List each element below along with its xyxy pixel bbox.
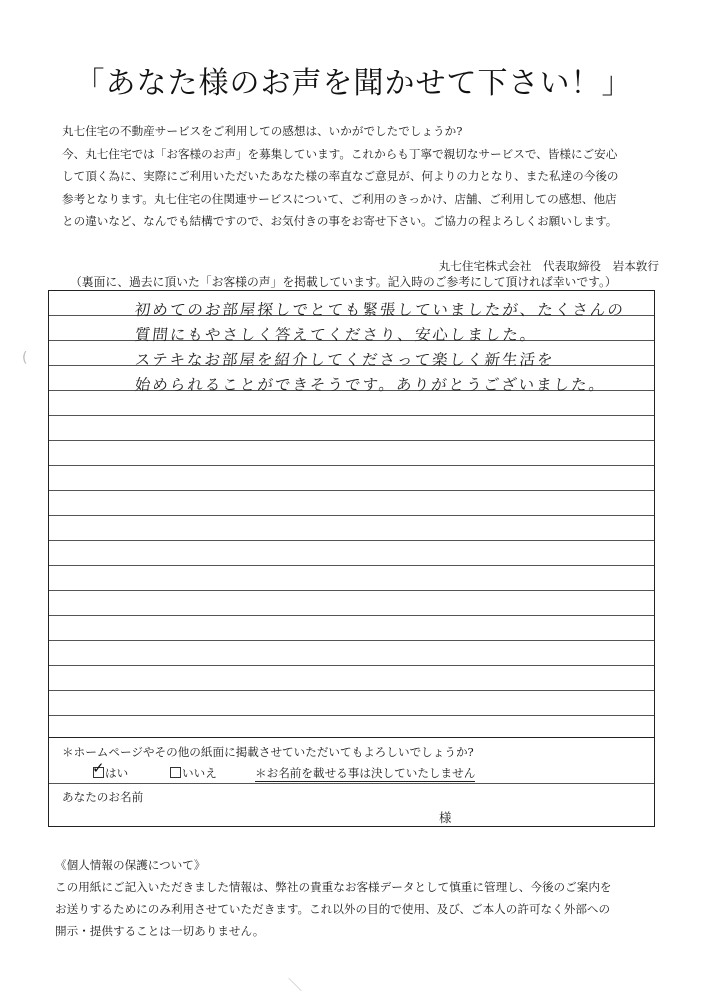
- company-signature: 丸七住宅株式会社 代表取締役 岩本敦行: [438, 259, 659, 273]
- intro-line: 丸七住宅の不動産サービスをご利用しての感想は、いかがでしたでしょうか?: [62, 124, 463, 138]
- privacy-heading: 《個人情報の保護について》: [55, 858, 206, 872]
- reference-notice: （裏面に、過去に頂いた「お客様の声」を掲載しています。記入時のご参考にして頂ければ幸いです。）: [70, 275, 617, 289]
- name-privacy-note: [255, 765, 475, 781]
- privacy-line: 開示・提供することは一切ありません。: [55, 924, 265, 938]
- writing-line: [49, 515, 654, 516]
- page-title: 「あなた様のお声を聞かせて下さい！」: [74, 66, 633, 101]
- handwritten-comment-line: 質問にもやさしく答えてくださり、安心しました。: [133, 326, 539, 344]
- no-option[interactable]: [170, 765, 217, 781]
- writing-line: [49, 590, 654, 591]
- check-icon: ✓: [92, 759, 105, 777]
- honorific-suffix: 様: [439, 810, 452, 825]
- privacy-section: [55, 854, 612, 942]
- intro-line: 参考となります。丸七住宅の住関連サービスについて、ご利用のきっかけ、店舗、ご利用しての感想、他店: [62, 191, 617, 206]
- intro-line: との違いなど、なんでも結構ですので、お気付きの事をお寄せ下さい。ご協力の程よろしくお願いします。: [62, 214, 618, 228]
- writing-line: [49, 615, 654, 616]
- privacy-line: この用紙にご記入いただきました情報は、弊社の貴重なお客様データとして慎重に管理し、今後のご案内を: [55, 880, 612, 894]
- privacy-line: お送りするためにのみ利用させていただきます。これ以外の目的で使用、及び、ご本人の許可なく外部への: [55, 902, 611, 916]
- writing-line: [49, 415, 654, 416]
- yes-checkbox[interactable]: [92, 759, 105, 778]
- handwritten-comment-line: ステキなお部屋を紹介してくださって楽しく新生活を: [133, 351, 556, 369]
- writing-line: [49, 490, 654, 491]
- section-divider: [49, 737, 654, 738]
- writing-line: [49, 465, 654, 466]
- handwritten-comment-line: 始められることができそうです。ありがとうございました。: [133, 376, 608, 394]
- intro-line: して頂く為に、実際にご利用いただいたあなた様の率直なご意見が、何よりの力となり、また私達の今後の: [62, 169, 619, 183]
- yes-label: はい: [105, 766, 129, 780]
- feedback-form: [48, 290, 655, 827]
- writing-line: [49, 565, 654, 566]
- scan-margin-mark: (: [22, 350, 28, 366]
- handwritten-comment-line: 初めてのお部屋探しでとても緊張していましたが、たくさんの: [133, 301, 626, 319]
- writing-line: [49, 440, 654, 441]
- no-checkbox[interactable]: [170, 767, 181, 778]
- writing-line: [49, 690, 654, 691]
- writing-line: [49, 540, 654, 541]
- intro-line: 今、丸七住宅では「お客様のお声」を募集しています。これからも丁寧で親切なサービスで、皆様にご安心: [62, 146, 618, 161]
- section-divider: [49, 783, 654, 784]
- writing-line: [49, 715, 654, 716]
- writing-line: [49, 640, 654, 641]
- name-privacy-note-text: ＊お名前を載せる事は決していたしません: [255, 766, 476, 780]
- scan-margin-mark: ＼: [288, 978, 302, 994]
- yes-option[interactable]: [92, 759, 129, 781]
- permission-question: ＊ホームページやその他の紙面に掲載させていただいてもよろしいでしょうか?: [62, 745, 474, 759]
- writing-line: [49, 665, 654, 666]
- no-label: いいえ: [182, 766, 217, 780]
- intro-text: [62, 120, 662, 233]
- name-field-label: あなたのお名前: [62, 790, 144, 804]
